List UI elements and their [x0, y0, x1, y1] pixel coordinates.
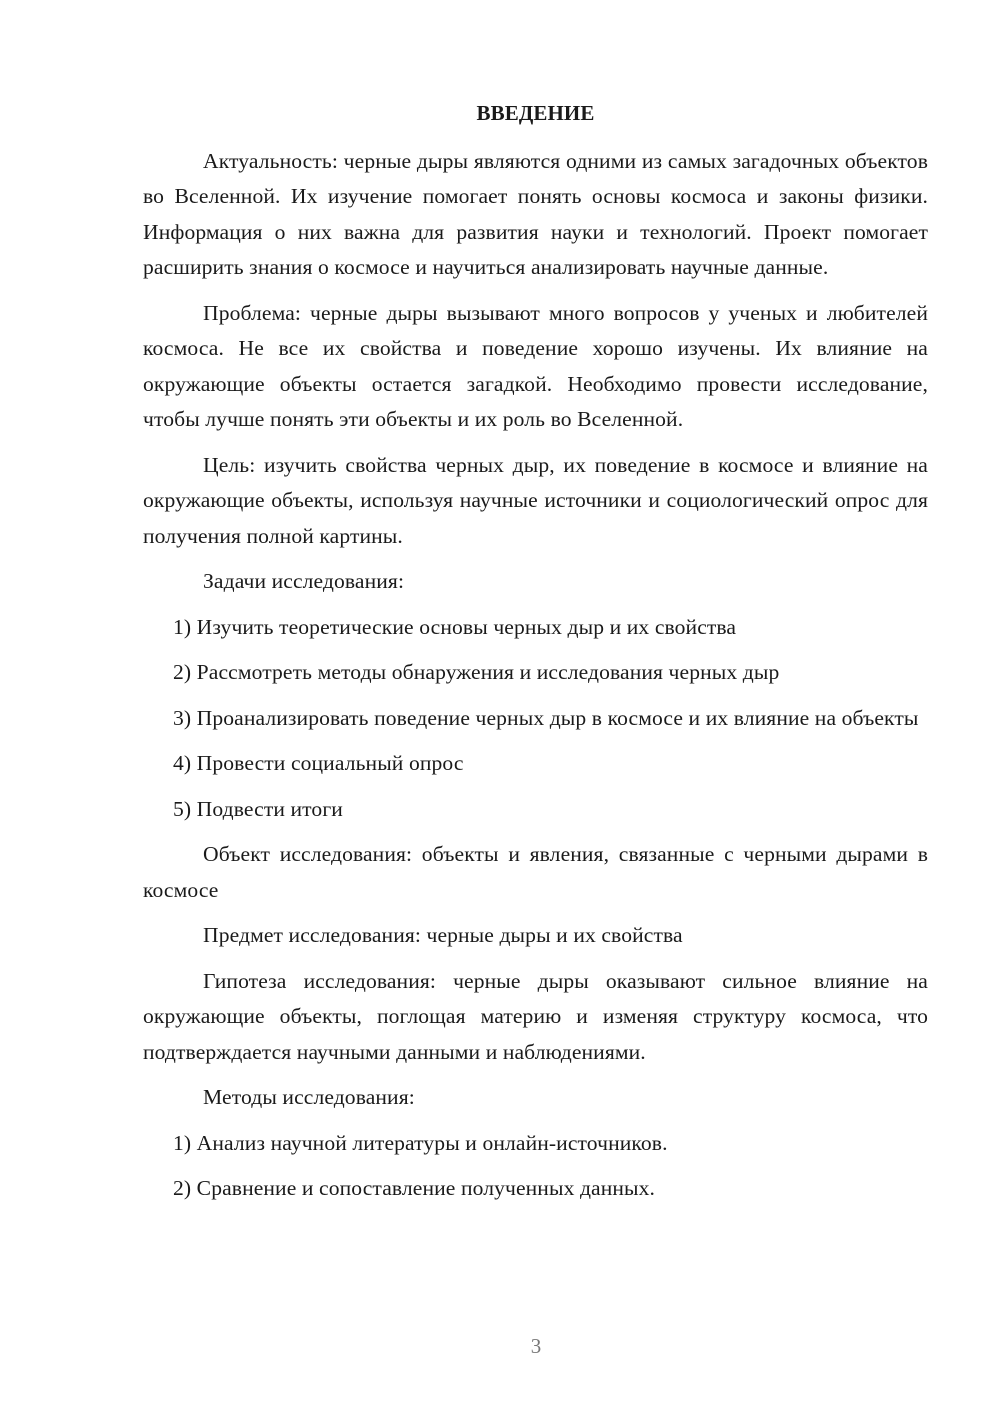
method-item: 2) Сравнение и сопоставление полученных данных. [173, 1176, 656, 1200]
hypothesis-paragraph: Гипотеза исследования: черные дыры оказывают сильное влияние на окружающие объекты, поглощая материю и изменяя структуру космоса, что подтверждается научными данными и наблюдениями. [143, 968, 928, 1064]
task-item: 3) Проанализировать поведение черных дыр в космосе и их влияние на объекты [173, 705, 919, 730]
object-paragraph: Объект исследования: объекты и явления, связанные с черными дырами в космосе [143, 842, 928, 902]
methods-heading: Методы исследования: [203, 1085, 415, 1109]
task-item: 5) Подвести итоги [173, 796, 343, 821]
problem-paragraph: Проблема: черные дыры вызывают много вопросов у ученых и любителей космоса. Не все их свойства и поведение хорошо изучены. Их влияние на окружающие объекты остается загадкой. Необходимо провести исследование, чтобы лучше понять эти объекты и их роль во Вселенной. [143, 300, 928, 431]
subject-paragraph: Предмет исследования: черные дыры и их свойства [203, 923, 683, 947]
goal-paragraph: Цель: изучить свойства черных дыр, их поведение в космосе и влияние на окружающие объекты, используя научные источники и социологический опрос для получения полной картины. [143, 452, 928, 548]
document-body [143, 96, 928, 1217]
section-title: ВВЕДЕНИЕ [476, 101, 595, 125]
tasks-heading: Задачи исследования: [203, 569, 405, 593]
relevance-paragraph: Актуальность: черные дыры являются одними из самых загадочных объектов во Вселенной. Их изучение помогает понять основы космоса и законы физики. Информация о них важна для развития науки и технологий. Проект помогает расширить знания о космосе и научиться анализировать научные данные. [143, 148, 928, 279]
method-item: 1) Анализ научной литературы и онлайн-источников. [173, 1130, 668, 1155]
task-item: 4) Провести социальный опрос [173, 751, 464, 775]
task-item: 2) Рассмотреть методы обнаружения и исследования черных дыр [173, 660, 780, 684]
page-number: 3 [530, 1334, 542, 1358]
task-item: 1) Изучить теоретические основы черных дыр и их свойства [173, 614, 737, 639]
